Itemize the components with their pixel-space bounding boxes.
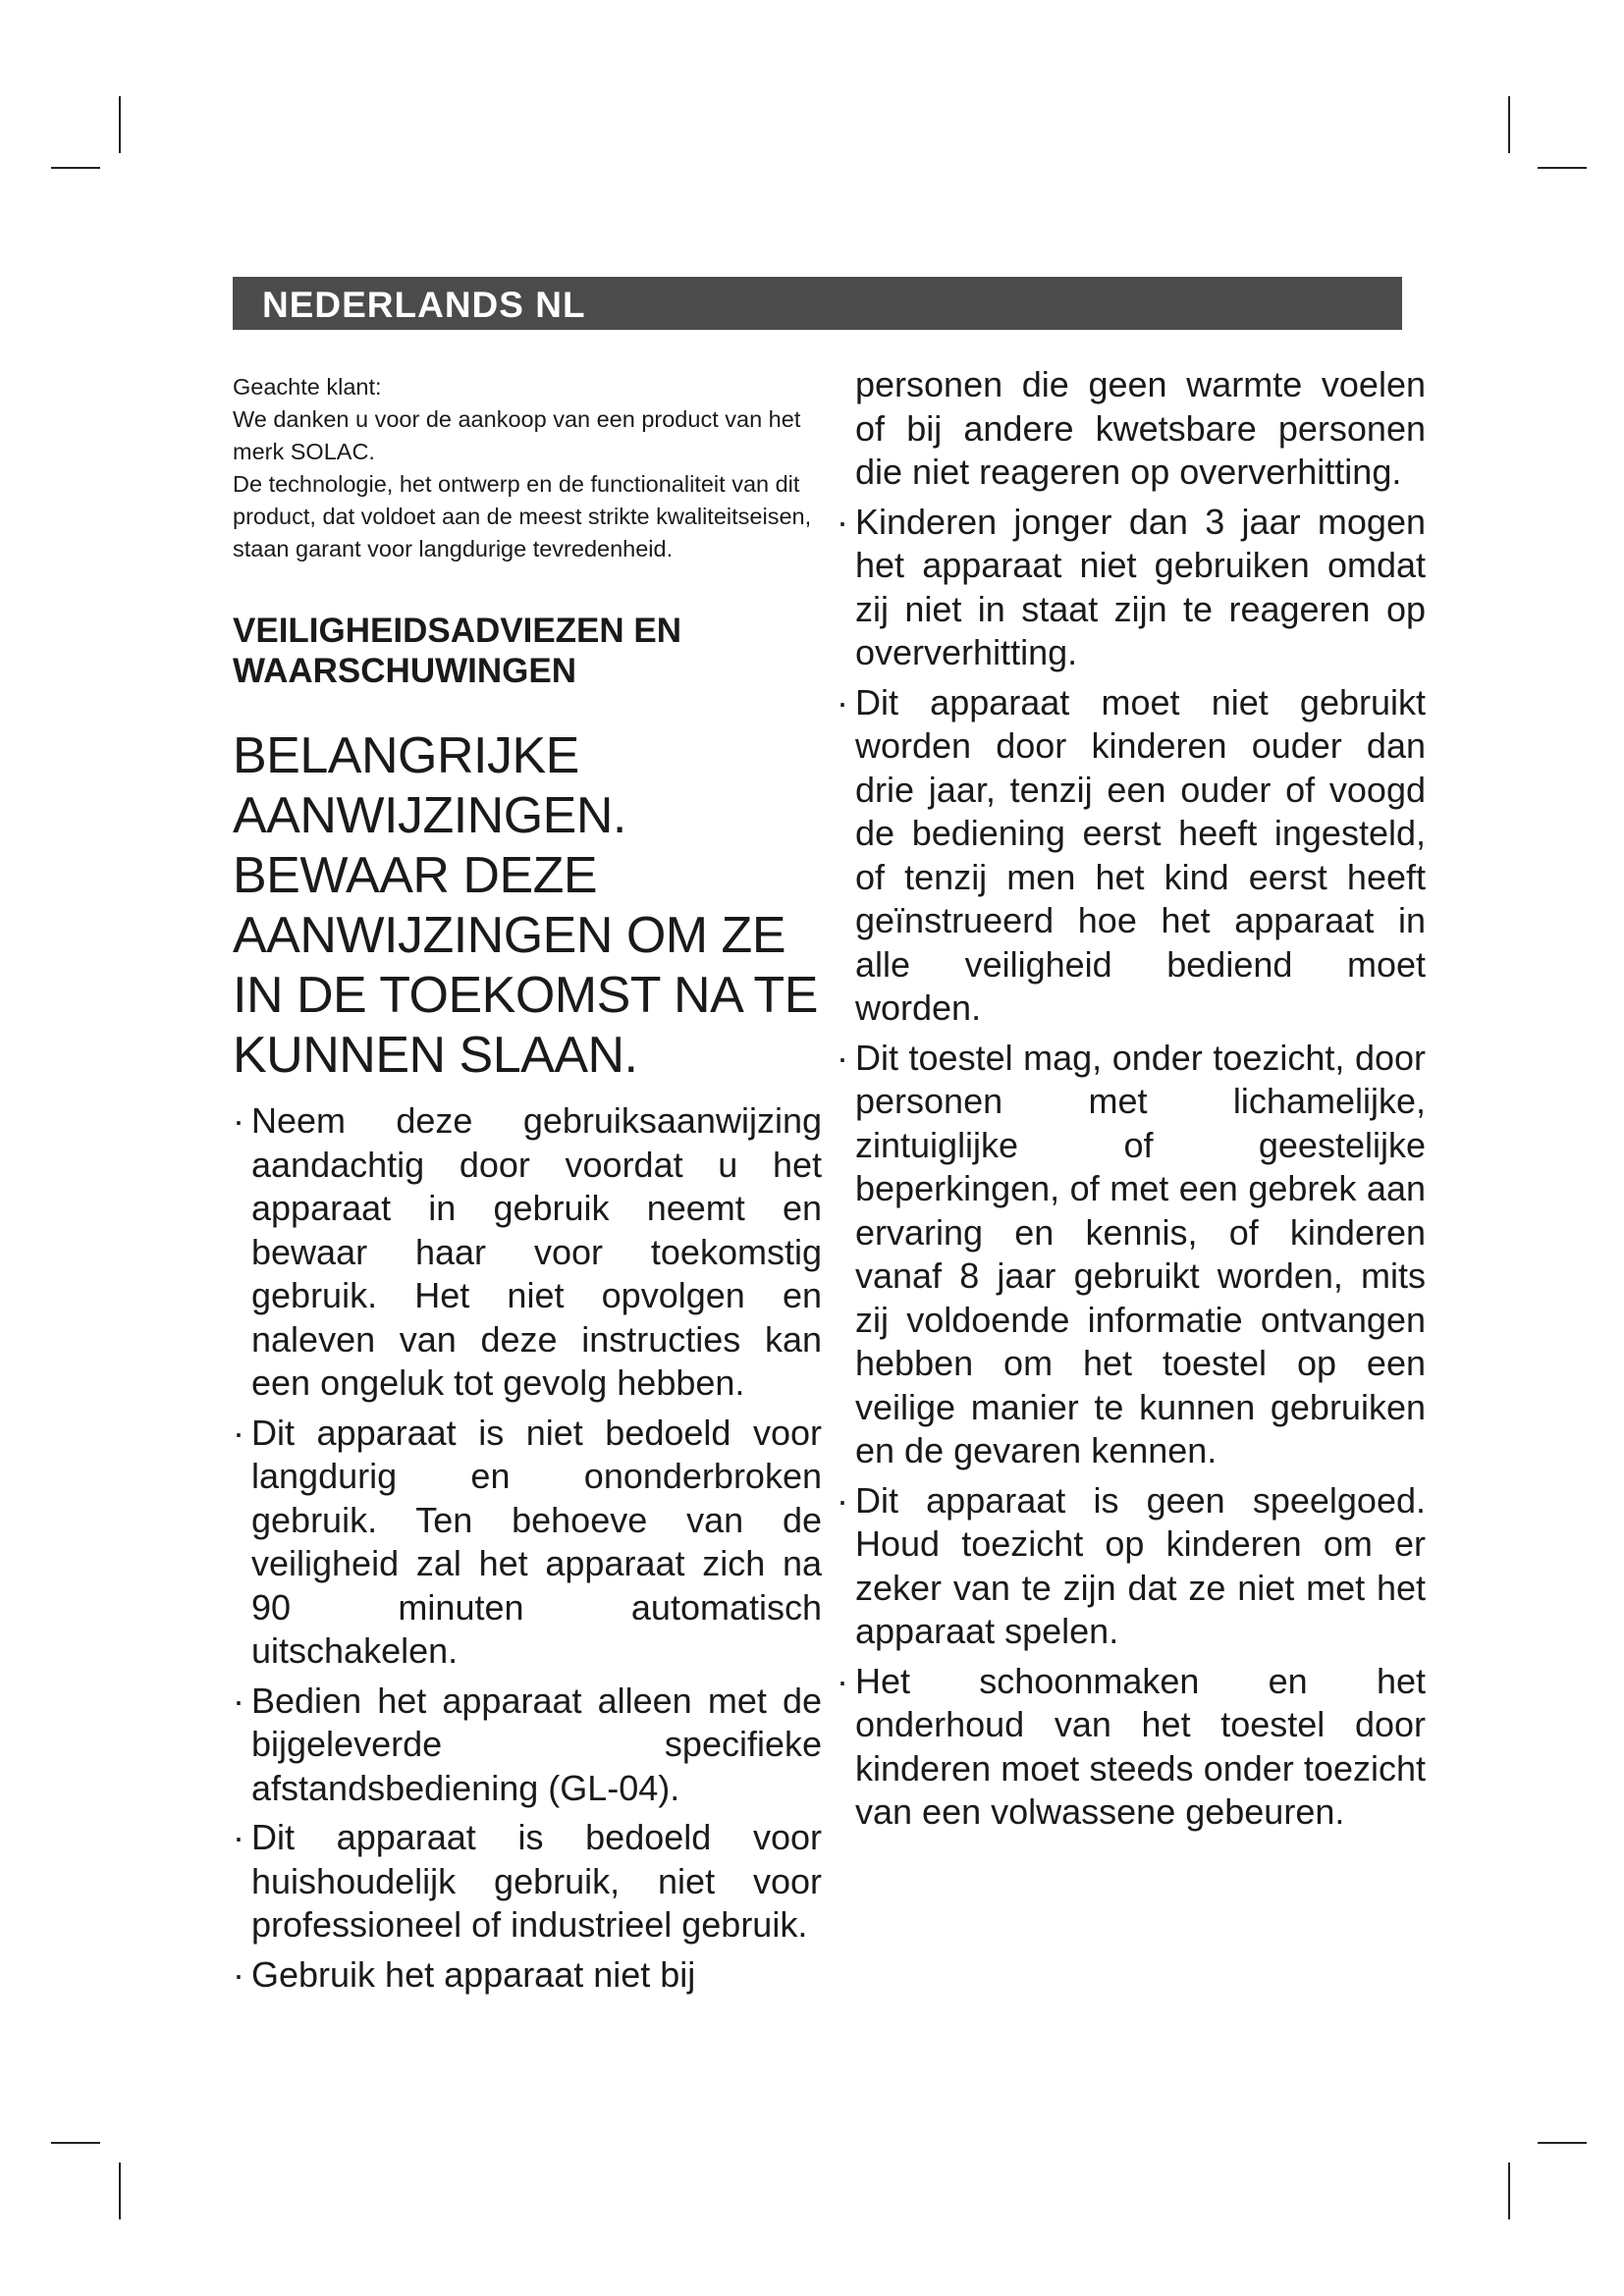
left-column	[233, 371, 822, 2002]
list-item-text: Dit apparaat moet niet gebruikt worden door kinderen ouder dan drie jaar, tenzij een ouder of voogd de bediening eerst heeft ingesteld, of tenzij men het kind eerst heeft geïnstrueerd hoe het apparaat in alle veiligheid bediend moet worden.	[855, 681, 1426, 1028]
continued-paragraph: personen die geen warmte voelen of bij andere kwetsbare personen die niet reageren op oververhitting.	[855, 364, 1426, 492]
list-item-text: Dit apparaat is niet bedoeld voor langdurig en ononderbroken gebruik. Ten behoeve van de veiligheid zal het apparaat zich na 90 minuten automatisch uitschakelen.	[251, 1412, 822, 1671]
crop-mark-bottom-right-vertical	[1508, 2163, 1510, 2219]
list-item-text: Kinderen jonger dan 3 jaar mogen het apparaat niet gebruiken omdat zij niet in staat zijn te reageren op oververhitting.	[855, 501, 1426, 672]
list-item-text: Neem deze gebruiksaanwijzing aandachtig door voordat u het apparaat in gebruik neemt en bewaar haar voor toekomstig gebruik. Het niet opvolgen en naleven van deze instructies kan een ongeluk tot gevolg hebben.	[251, 1100, 822, 1403]
safety-section-heading: VEILIGHEIDSADVIEZEN EN WAARSCHUWINGEN	[233, 612, 682, 690]
list-item	[233, 1099, 822, 1406]
bullet-glyph: ·	[233, 1680, 244, 1721]
list-item-text: Dit apparaat is geen speelgoed. Houd toezicht op kinderen om er zeker van te zijn dat ze niet met het apparaat spelen.	[855, 1479, 1426, 1651]
right-bullet-list	[837, 501, 1426, 1835]
list-item	[233, 1412, 822, 1674]
list-item	[233, 1816, 822, 1948]
intro-greeting: Geachte klant:	[233, 374, 382, 400]
list-item	[837, 501, 1426, 675]
bullet-glyph: ·	[233, 1100, 244, 1141]
list-item-text: Bedien het apparaat alleen met de bijgeleverde specifieke afstandsbediening (GL-04).	[251, 1680, 822, 1808]
list-item	[837, 1660, 1426, 1835]
list-item	[233, 1953, 822, 1998]
bullet-glyph: ·	[233, 1953, 244, 1995]
intro-text	[233, 371, 822, 565]
crop-mark-top-left-horizontal	[51, 167, 100, 169]
bullet-glyph: ·	[233, 1817, 244, 1857]
list-item	[837, 1037, 1426, 1473]
bullet-glyph: ·	[837, 1660, 848, 1701]
language-header-title: NEDERLANDS NL	[262, 285, 586, 325]
list-item-text: Dit apparaat is bedoeld voor huishoudelijk gebruik, niet voor professioneel of industrieel gebruik.	[251, 1817, 822, 1945]
right-column	[837, 363, 1426, 1841]
bullet-glyph: ·	[837, 501, 848, 542]
bullet-glyph: ·	[837, 1479, 848, 1521]
crop-mark-bottom-left-vertical	[119, 2163, 121, 2219]
crop-mark-bottom-left-horizontal	[51, 2142, 100, 2144]
crop-mark-top-right-vertical	[1508, 96, 1510, 153]
list-item	[233, 1680, 822, 1811]
crop-mark-bottom-right-horizontal	[1538, 2142, 1587, 2144]
intro-technology: De technologie, het ontwerp en de functionaliteit van dit product, dat voldoet aan de meest strikte kwaliteitseisen, staan garant voor langdurige tevredenheid.	[233, 471, 812, 561]
crop-mark-top-right-horizontal	[1538, 167, 1587, 169]
list-item-text: Het schoonmaken en het onderhoud van het toestel door kinderen moet steeds onder toezicht van een volwassene gebeuren.	[855, 1660, 1426, 1832]
language-header-bar	[233, 277, 1402, 330]
bullet-glyph: ·	[837, 1037, 848, 1078]
bullet-glyph: ·	[233, 1412, 244, 1453]
list-item-text: Dit toestel mag, onder toezicht, door personen met lichamelijke, zintuiglijke of geestelijke beperkingen, of met een gebrek aan ervaring en kennis, of kinderen vanaf 8 jaar gebruikt worden, mits zij voldoende informatie ontvangen hebben om het toestel op een veilige manier te kunnen gebruiken en de gevaren kennen.	[855, 1037, 1426, 1470]
list-item	[837, 1479, 1426, 1654]
bullet-glyph: ·	[837, 681, 848, 722]
crop-mark-top-left-vertical	[119, 96, 121, 153]
list-item	[837, 681, 1426, 1031]
list-item-text: Gebruik het apparaat niet bij	[251, 1953, 696, 1995]
important-notice: BELANGRIJKE AANWIJZINGEN. BEWAAR DEZE AANWIJZINGEN OM ZE IN DE TOEKOMST NA TE KUNNEN SLAAN.	[233, 727, 818, 1084]
intro-thanks: We danken u voor de aankoop van een product van het merk SOLAC.	[233, 406, 801, 464]
left-bullet-list	[233, 1099, 822, 1997]
